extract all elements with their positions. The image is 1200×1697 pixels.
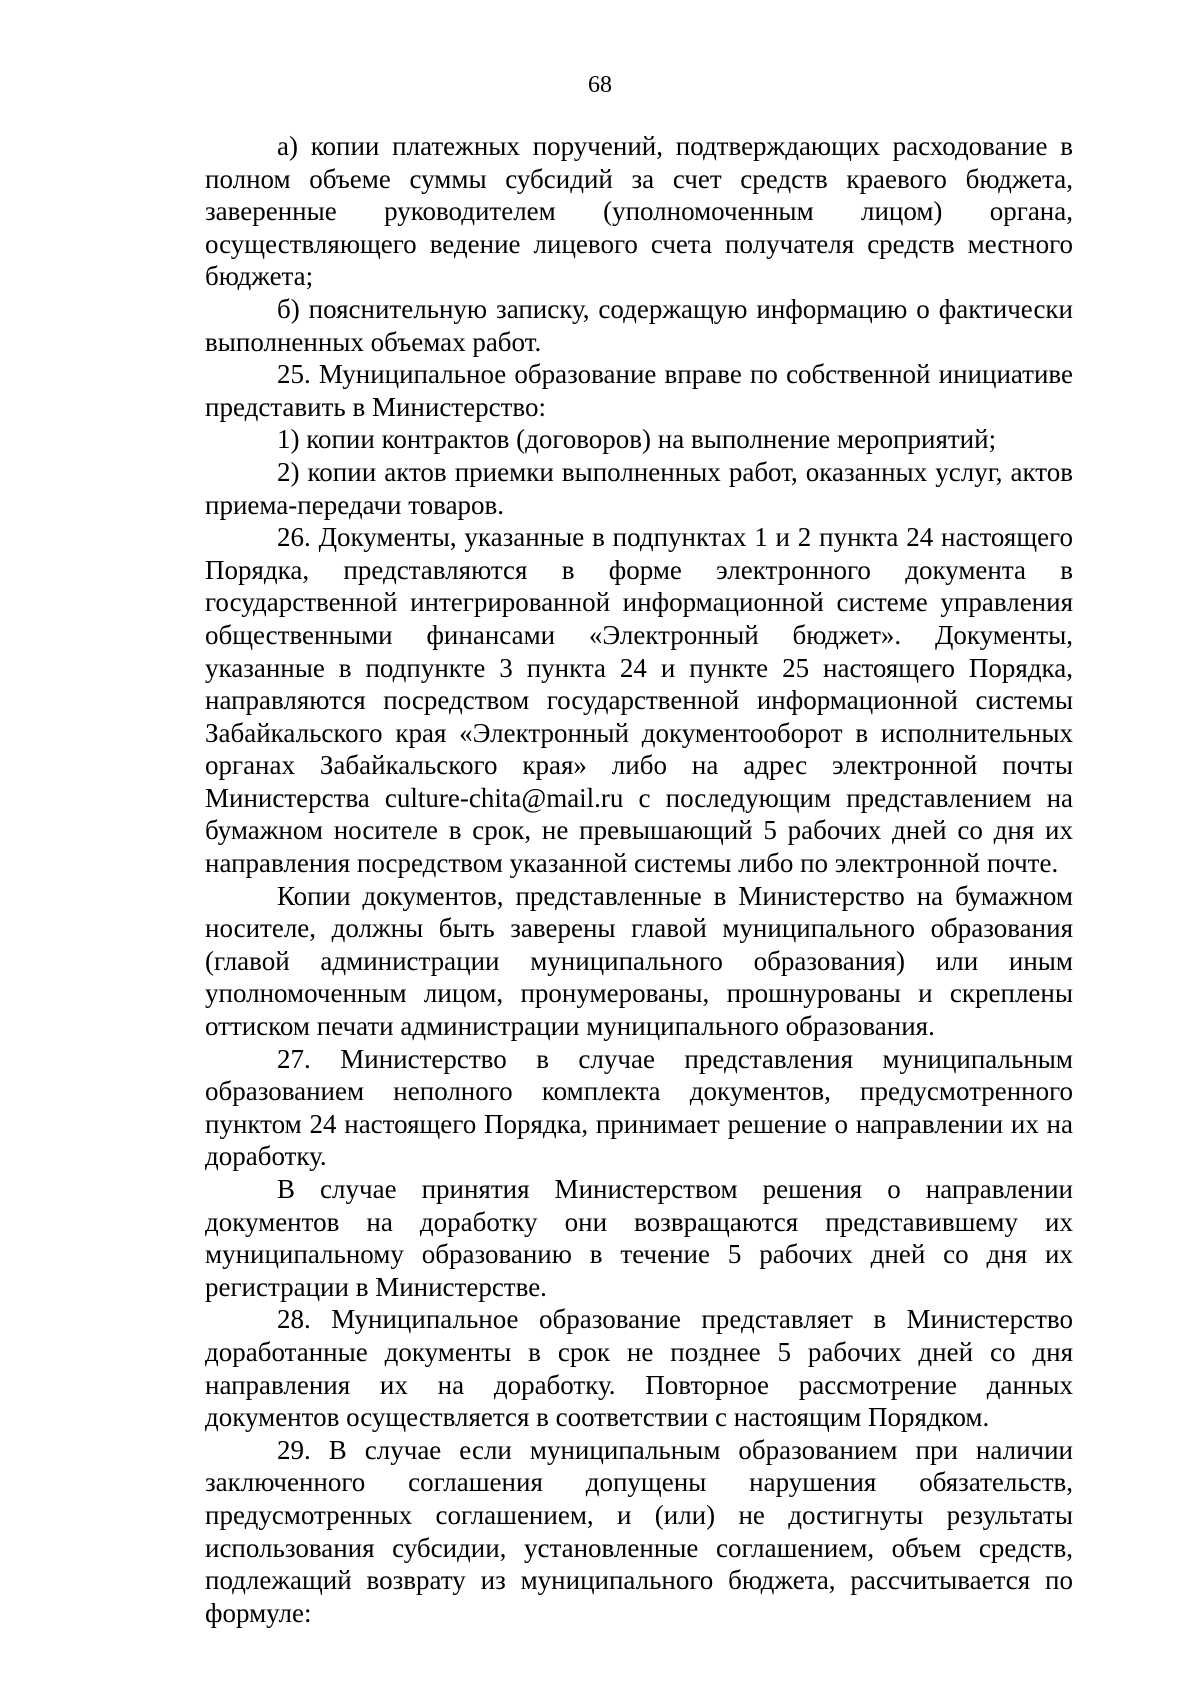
document-body xyxy=(205,130,1073,1629)
paragraph-27: 27. Министерство в случае представления муниципальным образованием неполного комплекта документов, предусмотренного пунктом 24 настоящего Порядка, принимает решение о направлении их на доработку. xyxy=(205,1043,1073,1172)
paragraph-24b: б) пояснительную записку, содержащую информацию о фактически выполненных объемах работ. xyxy=(205,293,1073,357)
paragraph-26-copies: Копии документов, представленные в Министерство на бумажном носителе, должны быть заверены главой муниципального образования (главой администрации муниципального образования) или иным уполномоченным лицом, пронумерованы, прошнурованы и скреплены оттиском печати администрации муниципального образования. xyxy=(205,880,1073,1042)
paragraph-26: 26. Документы, указанные в подпунктах 1 и 2 пункта 24 настоящего Порядка, представляются в форме электронного документа в государственной интегрированной информационной системе управления общественными финансами «Электронный бюджет». Документы, указанные в подпункте 3 пункта 24 и пункте 25 настоящего Порядка, направляются посредством государственной информационной системы Забайкальского края «Электронный документооборот в исполнительных органах Забайкальского края» либо на адрес электронной почты Министерства culture-chita@mail.ru с последующим представлением на бумажном носителе в срок, не превышающий 5 рабочих дней со дня их направления посредством указанной системы либо по электронной почте. xyxy=(205,522,1073,879)
paragraph-24a: а) копии платежных поручений, подтверждающих расходование в полном объеме суммы субсидий за счет средств краевого бюджета, заверенные руководителем (уполномоченным лицом) органа, осуществляющего ведение лицевого счета получателя средств местного бюджета; xyxy=(205,131,1073,292)
paragraph-27-return: В случае принятия Министерством решения о направлении документов на доработку они возвращаются представившему их муниципальному образованию в течение 5 рабочих дней со дня их регистрации в Министерстве. xyxy=(205,1174,1073,1302)
paragraph-28: 28. Муниципальное образование представляет в Министерство доработанные документы в срок не позднее 5 рабочих дней со дня направления их на доработку. Повторное рассмотрение данных документов осуществляется в соответствии с настоящим Порядком. xyxy=(205,1304,1073,1433)
page-number: 68 xyxy=(588,72,612,98)
paragraph-25-1: 1) копии контрактов (договоров) на выполнение мероприятий; xyxy=(277,424,997,455)
paragraph-29: 29. В случае если муниципальным образованием при наличии заключенного соглашения допущены нарушения обязательств, предусмотренных соглашением, и (или) не достигнуты результаты использования субсидии, установленные соглашением, объем средств, подлежащий возврату из муниципального бюджета, рассчитывается по формуле: xyxy=(205,1434,1073,1628)
paragraph-25: 25. Муниципальное образование вправе по собственной инициативе представить в Министерство: xyxy=(205,359,1073,422)
paragraph-25-2: 2) копии актов приемки выполненных работ, оказанных услуг, актов приема-передачи товаров. xyxy=(205,456,1073,520)
